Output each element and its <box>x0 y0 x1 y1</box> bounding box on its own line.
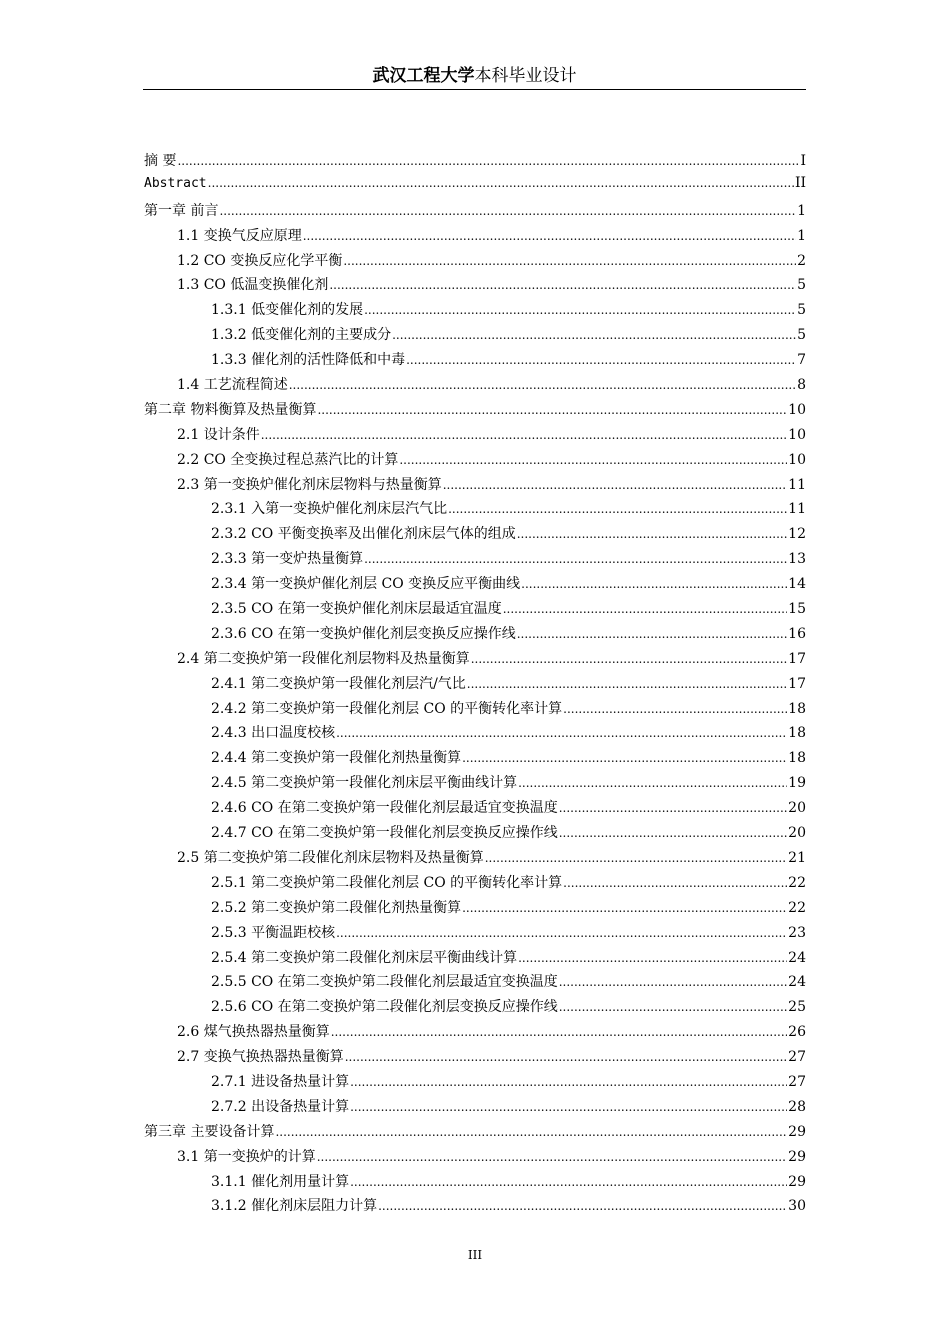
toc-entry-page: 29 <box>788 1123 806 1140</box>
toc-entry-page: 10 <box>788 451 806 468</box>
toc-entry-label: 2.1 设计条件 <box>177 426 260 443</box>
toc-leader-dots <box>406 353 796 367</box>
toc-entry-page: 13 <box>788 551 806 568</box>
toc-leader-dots <box>261 428 787 442</box>
toc-entry-label: 2.7.1 进设备热量计算 <box>211 1073 350 1090</box>
toc-entry[interactable] <box>144 274 806 299</box>
toc-leader-dots <box>559 975 787 989</box>
toc-leader-dots <box>378 1199 787 1213</box>
toc-entry-label: 2.6 煤气换热器热量衡算 <box>177 1024 330 1041</box>
toc-entry-label: 2.3 第一变换炉催化剂床层物料与热量衡算 <box>177 476 442 493</box>
toc-entry-page: 22 <box>788 899 806 916</box>
toc-entry[interactable] <box>144 200 806 225</box>
toc-entry[interactable] <box>144 1121 806 1146</box>
toc-leader-dots <box>467 677 787 691</box>
toc-entry-label: 2.3.6 CO 在第一变换炉催化剂层变换反应操作线 <box>211 625 516 642</box>
toc-entry-page: 27 <box>788 1049 806 1066</box>
toc-leader-dots <box>517 527 787 541</box>
toc-entry-page: 12 <box>788 526 806 543</box>
toc-entry[interactable] <box>144 996 806 1021</box>
toc-entry[interactable] <box>144 847 806 872</box>
toc-entry-label: 3.1.1 催化剂用量计算 <box>211 1173 350 1190</box>
toc-entry-page: 26 <box>788 1024 806 1041</box>
toc-leader-dots <box>399 453 787 467</box>
toc-entry[interactable] <box>144 747 806 772</box>
toc-entry-page: 18 <box>788 725 806 742</box>
toc-entry-page: 21 <box>788 849 806 866</box>
toc-entry-page: 5 <box>797 277 806 294</box>
toc-leader-dots <box>345 1050 787 1064</box>
toc-leader-dots <box>392 328 796 342</box>
table-of-contents <box>144 150 806 1220</box>
toc-entry-label: 2.5.3 平衡温距校核 <box>211 924 336 941</box>
toc-entry-label: 3.1 第一变换炉的计算 <box>177 1148 316 1165</box>
toc-entry-page: 30 <box>788 1198 806 1215</box>
toc-entry-page: 18 <box>788 700 806 717</box>
toc-entry-label: 2.4.5 第二变换炉第一段催化剂床层平衡曲线计算 <box>211 775 518 792</box>
toc-leader-dots <box>350 1175 787 1189</box>
toc-entry-label: 2.3.1 入第一变换炉催化剂床层汽气比 <box>211 501 448 518</box>
toc-entry-page: 5 <box>797 327 806 344</box>
toc-entry-label: 2.3.2 CO 平衡变换率及出催化剂床层气体的组成 <box>211 526 516 543</box>
toc-entry-label: 1.1 变换气反应原理 <box>177 227 302 244</box>
toc-entry[interactable] <box>144 299 806 324</box>
toc-leader-dots <box>343 254 796 268</box>
toc-entry[interactable] <box>144 897 806 922</box>
toc-entry-page: 29 <box>788 1173 806 1190</box>
toc-entry-page: 23 <box>788 924 806 941</box>
toc-leader-dots <box>559 826 787 840</box>
toc-entry-label: 2.4.1 第二变换炉第一段催化剂层汽/气比 <box>211 675 466 692</box>
toc-entry-label: 2.5.1 第二变换炉第二段催化剂层 CO 的平衡转化率计算 <box>211 874 563 891</box>
toc-entry-label: 2.3.5 CO 在第一变换炉催化剂床层最适宜温度 <box>211 601 502 618</box>
toc-entry[interactable] <box>144 175 806 200</box>
toc-entry-page: 24 <box>788 949 806 966</box>
toc-leader-dots <box>517 627 787 641</box>
toc-entry[interactable] <box>144 648 806 673</box>
toc-entry-page: I <box>800 153 806 169</box>
toc-entry-label: 2.4.3 出口温度校核 <box>211 725 336 742</box>
toc-entry-label: 第二章 物料衡算及热量衡算 <box>144 401 317 418</box>
toc-leader-dots <box>559 801 787 815</box>
toc-entry-page: 11 <box>788 476 806 493</box>
header-university: 武汉工程大学 <box>372 66 475 86</box>
toc-entry[interactable] <box>144 424 806 449</box>
toc-entry-label: 2.5.6 CO 在第二变换炉第二段催化剂层变换反应操作线 <box>211 999 558 1016</box>
toc-entry[interactable] <box>144 349 806 374</box>
toc-entry-label: 2.7.2 出设备热量计算 <box>211 1098 350 1115</box>
toc-entry-page: 15 <box>788 601 806 618</box>
toc-entry-page: 7 <box>797 352 806 369</box>
toc-entry[interactable] <box>144 698 806 723</box>
toc-leader-dots <box>518 951 787 965</box>
toc-entry-label: 2.4.4 第二变换炉第一段催化剂热量衡算 <box>211 750 462 767</box>
toc-leader-dots <box>471 652 787 666</box>
toc-entry-label: 2.5 第二变换炉第二段催化剂床层物料及热量衡算 <box>177 849 484 866</box>
toc-entry-label: 第三章 主要设备计算 <box>144 1123 275 1140</box>
toc-entry-page: 27 <box>788 1073 806 1090</box>
toc-entry-page: II <box>794 174 806 191</box>
toc-entry-page: 25 <box>788 999 806 1016</box>
toc-entry[interactable] <box>144 1171 806 1196</box>
toc-leader-dots <box>329 278 796 292</box>
toc-entry[interactable] <box>144 449 806 474</box>
toc-entry-page: 20 <box>788 825 806 842</box>
toc-entry[interactable] <box>144 922 806 947</box>
page-header <box>143 64 806 88</box>
toc-entry-page: 5 <box>797 302 806 319</box>
toc-entry[interactable] <box>144 150 806 175</box>
toc-entry[interactable] <box>144 250 806 275</box>
toc-entry-page: 14 <box>788 576 806 593</box>
toc-leader-dots <box>503 602 787 616</box>
toc-entry-label: 1.4 工艺流程简述 <box>177 377 288 394</box>
toc-entry[interactable] <box>144 598 806 623</box>
toc-entry-label: 1.3 CO 低温变换催化剂 <box>177 277 329 294</box>
toc-leader-dots <box>559 1000 787 1014</box>
toc-entry[interactable] <box>144 1046 806 1071</box>
toc-leader-dots <box>219 204 796 218</box>
toc-entry-page: 24 <box>788 974 806 991</box>
header-rule <box>143 89 806 90</box>
toc-entry[interactable] <box>144 1021 806 1046</box>
toc-entry[interactable] <box>144 673 806 698</box>
toc-leader-dots <box>336 726 787 740</box>
toc-entry-label: 1.3.1 低变催化剂的发展 <box>211 302 364 319</box>
toc-leader-dots <box>563 876 787 890</box>
toc-leader-dots <box>462 751 787 765</box>
toc-leader-dots <box>275 1125 787 1139</box>
toc-entry[interactable] <box>144 872 806 897</box>
toc-entry-page: 11 <box>788 501 806 518</box>
toc-leader-dots <box>443 478 787 492</box>
toc-entry-label: 2.7 变换气换热器热量衡算 <box>177 1049 344 1066</box>
toc-entry-page: 1 <box>797 202 806 219</box>
toc-leader-dots <box>289 378 796 392</box>
toc-leader-dots <box>331 1025 787 1039</box>
toc-leader-dots <box>317 403 787 417</box>
toc-entry[interactable] <box>144 523 806 548</box>
toc-entry[interactable] <box>144 623 806 648</box>
toc-entry[interactable] <box>144 947 806 972</box>
toc-entry[interactable] <box>144 797 806 822</box>
toc-entry[interactable] <box>144 772 806 797</box>
toc-entry-label: 1.2 CO 变换反应化学平衡 <box>177 252 343 269</box>
toc-leader-dots <box>350 1075 787 1089</box>
toc-entry-page: 29 <box>788 1148 806 1165</box>
toc-entry[interactable] <box>144 225 806 250</box>
toc-entry-label: 2.4.7 CO 在第二变换炉第一段催化剂层变换反应操作线 <box>211 825 558 842</box>
toc-entry[interactable] <box>144 374 806 399</box>
toc-entry[interactable] <box>144 822 806 847</box>
toc-entry[interactable] <box>144 1096 806 1121</box>
toc-leader-dots <box>364 552 787 566</box>
toc-entry-label: 第一章 前言 <box>144 202 219 219</box>
toc-entry[interactable] <box>144 498 806 523</box>
toc-leader-dots <box>303 229 796 243</box>
toc-entry[interactable] <box>144 1071 806 1096</box>
toc-leader-dots <box>518 776 787 790</box>
header-doc-type: 本科毕业设计 <box>474 66 577 86</box>
toc-entry-page: 19 <box>788 775 806 792</box>
toc-leader-dots <box>448 502 787 516</box>
toc-entry-label: 2.5.5 CO 在第二变换炉第二段催化剂层最适宜变换温度 <box>211 974 558 991</box>
toc-entry-label: 2.5.4 第二变换炉第二段催化剂床层平衡曲线计算 <box>211 949 518 966</box>
toc-entry-page: 1 <box>797 227 806 244</box>
toc-entry-label: 2.4.2 第二变换炉第一段催化剂层 CO 的平衡转化率计算 <box>211 700 563 717</box>
toc-leader-dots <box>521 577 787 591</box>
toc-entry-page: 20 <box>788 800 806 817</box>
toc-entry-page: 17 <box>788 675 806 692</box>
toc-entry-page: 18 <box>788 750 806 767</box>
toc-leader-dots <box>364 303 796 317</box>
toc-leader-dots <box>462 901 787 915</box>
toc-entry-label: 3.1.2 催化剂床层阻力计算 <box>211 1198 378 1215</box>
toc-entry-label: 2.3.3 第一变炉热量衡算 <box>211 551 364 568</box>
page-number: III <box>467 1248 483 1262</box>
toc-entry-page: 28 <box>788 1098 806 1115</box>
toc-entry-label: 2.5.2 第二变换炉第二段催化剂热量衡算 <box>211 899 462 916</box>
toc-entry[interactable] <box>144 573 806 598</box>
toc-entry[interactable] <box>144 1195 806 1220</box>
toc-entry[interactable] <box>144 399 806 424</box>
toc-entry[interactable] <box>144 1146 806 1171</box>
toc-entry[interactable] <box>144 722 806 747</box>
toc-entry-label: Abstract <box>144 175 207 191</box>
toc-leader-dots <box>177 154 799 168</box>
toc-entry-label: 2.3.4 第一变换炉催化剂层 CO 变换反应平衡曲线 <box>211 576 521 593</box>
toc-leader-dots <box>317 1150 787 1164</box>
toc-entry-page: 17 <box>788 650 806 667</box>
toc-entry[interactable] <box>144 548 806 573</box>
toc-entry-label: 1.3.2 低变催化剂的主要成分 <box>211 327 392 344</box>
toc-entry-page: 10 <box>788 401 806 418</box>
toc-entry-page: 10 <box>788 426 806 443</box>
toc-leader-dots <box>485 851 787 865</box>
toc-leader-dots <box>208 176 794 190</box>
toc-entry-page: 16 <box>788 625 806 642</box>
toc-entry-page: 2 <box>797 252 806 269</box>
toc-leader-dots <box>350 1100 787 1114</box>
toc-entry-label: 2.4.6 CO 在第二变换炉第一段催化剂层最适宜变换温度 <box>211 800 558 817</box>
toc-entry-label: 摘 要 <box>144 153 177 169</box>
toc-leader-dots <box>336 926 787 940</box>
toc-entry-page: 8 <box>797 377 806 394</box>
toc-entry-page: 22 <box>788 874 806 891</box>
toc-entry[interactable] <box>144 474 806 499</box>
toc-entry[interactable] <box>144 971 806 996</box>
toc-leader-dots <box>563 702 787 716</box>
toc-entry-label: 2.4 第二变换炉第一段催化剂层物料及热量衡算 <box>177 650 470 667</box>
toc-entry-label: 2.2 CO 全变换过程总蒸汽比的计算 <box>177 451 399 468</box>
toc-entry-label: 1.3.3 催化剂的活性降低和中毒 <box>211 352 406 369</box>
toc-entry[interactable] <box>144 324 806 349</box>
